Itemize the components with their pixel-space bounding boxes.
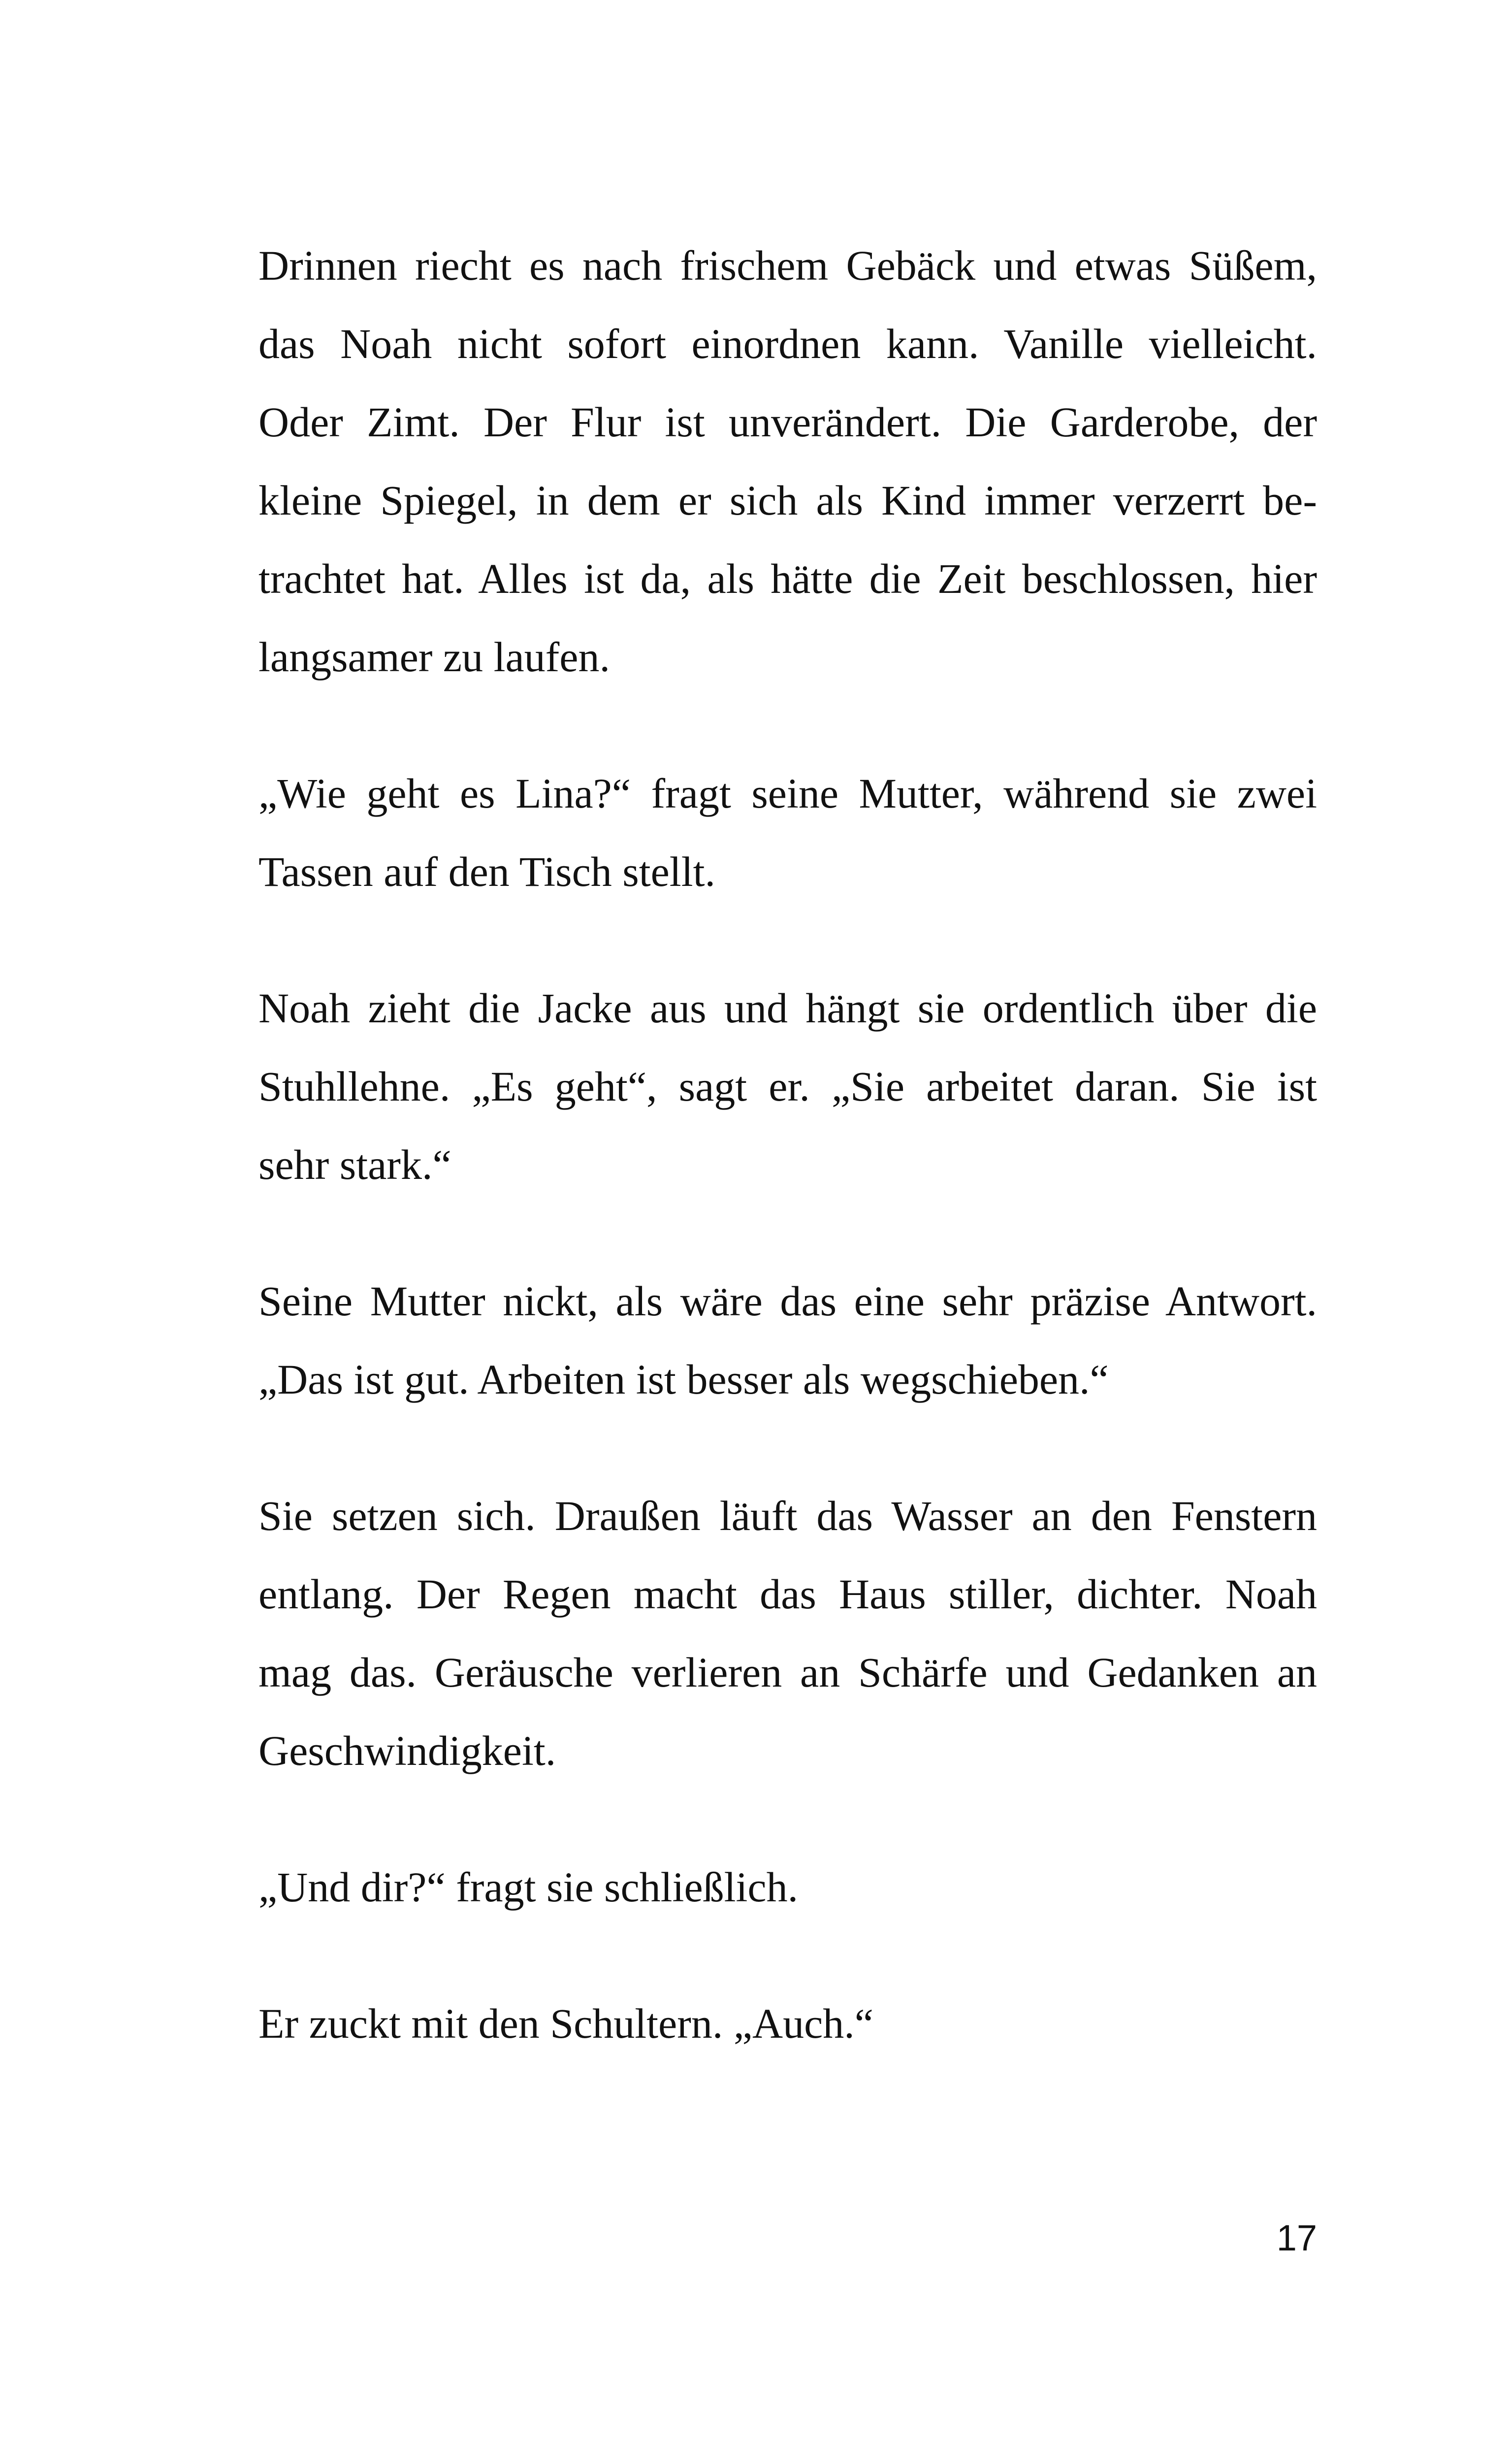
paragraph-4: [258, 1262, 1317, 1419]
text-line: Drinnen riecht es nach frischem Gebäck und etwas Süßem,: [258, 242, 1317, 289]
text-line: entlang. Der Regen macht das Haus stiller, dichter. Noah: [258, 1570, 1317, 1618]
text-line: Seine Mutter nickt, als wäre das eine sehr präzise Antwort.: [258, 1277, 1317, 1325]
text-line: Geschwindigkeit.: [258, 1727, 556, 1774]
text-line: langsamer zu laufen.: [258, 633, 610, 681]
text-line: das Noah nicht sofort einordnen kann. Vanille vielleicht.: [258, 320, 1317, 367]
text-line: „Wie geht es Lina?“ fragt seine Mutter, während sie zwei: [258, 770, 1317, 817]
text-line: Sie setzen sich. Draußen läuft das Wasser an den Fenstern: [258, 1492, 1317, 1539]
paragraph-7: [258, 1985, 1317, 2063]
text-line: Stuhllehne. „Es geht“, sagt er. „Sie arbeitet daran. Sie ist: [258, 1063, 1317, 1110]
body-text: [258, 227, 1317, 2063]
paragraph-2: [258, 754, 1317, 911]
paragraph-6: [258, 1848, 1317, 1926]
paragraph-5: [258, 1477, 1317, 1790]
text-line: Noah zieht die Jacke aus und hängt sie ordentlich über die: [258, 984, 1317, 1032]
text-line: „Und dir?“ fragt sie schließlich.: [258, 1863, 799, 1911]
text-line: kleine Spiegel, in dem er sich als Kind immer verzerrt be-: [258, 477, 1317, 524]
page-number: 17: [1276, 2217, 1317, 2258]
text-line: trachtet hat. Alles ist da, als hätte die Zeit beschlossen, hier: [258, 555, 1317, 602]
text-line: Tassen auf den Tisch stellt.: [258, 848, 715, 895]
text-line: sehr stark.“: [258, 1141, 451, 1188]
text-line: „Das ist gut. Arbeiten ist besser als wegschieben.“: [258, 1356, 1109, 1403]
paragraph-3: [258, 969, 1317, 1204]
text-line: mag das. Geräusche verlieren an Schärfe und Gedanken an: [258, 1649, 1317, 1696]
paragraph-1: [258, 227, 1317, 696]
text-line: Oder Zimt. Der Flur ist unverändert. Die Garderobe, der: [258, 398, 1317, 446]
text-line: Er zuckt mit den Schultern. „Auch.“: [258, 2000, 873, 2047]
